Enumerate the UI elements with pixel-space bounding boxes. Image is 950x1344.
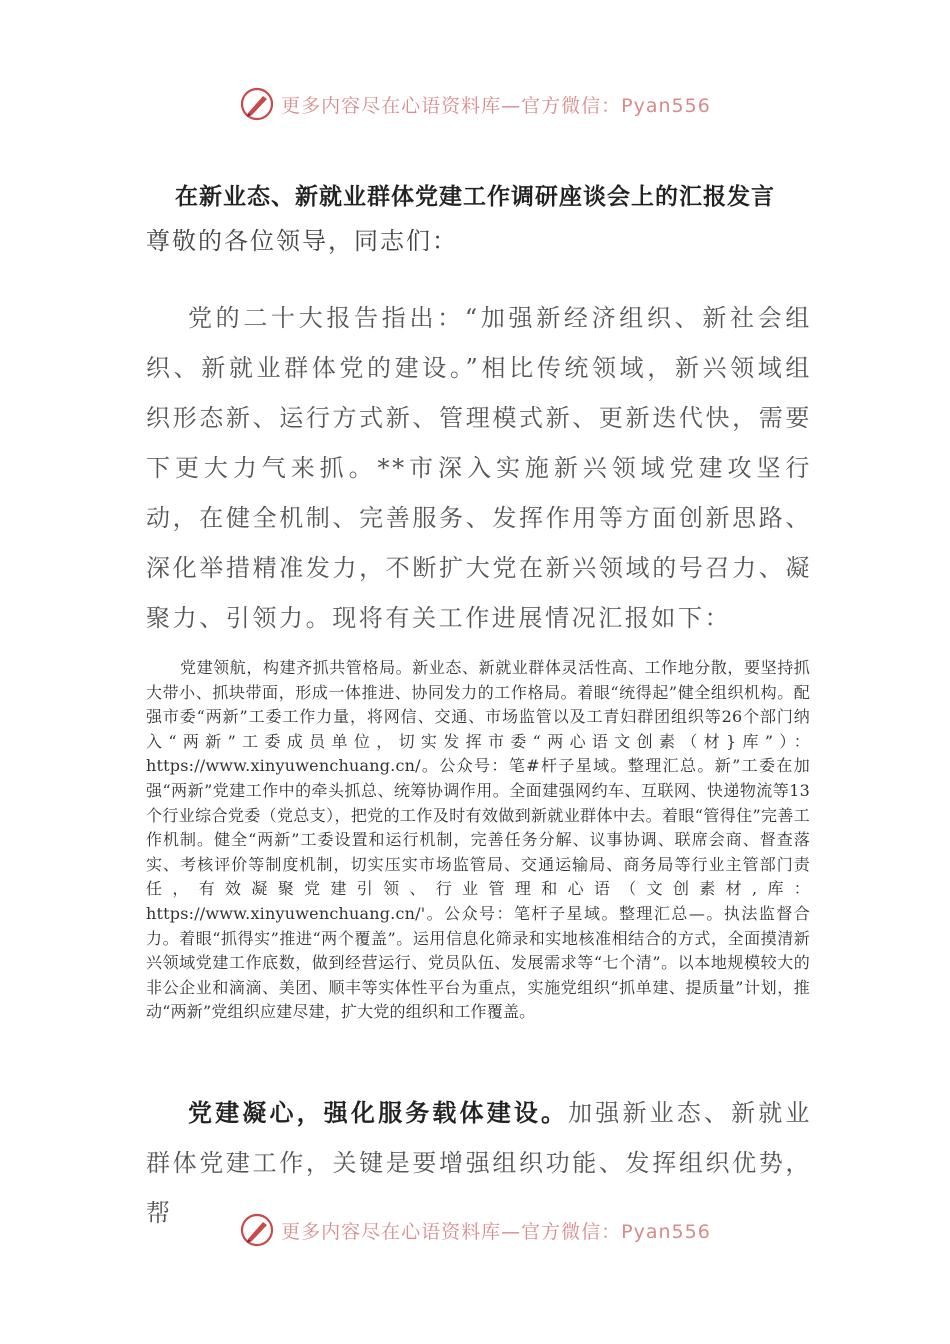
watermark-text: 更多内容尽在心语资料库—官方微信：Pyan556 [281,94,711,117]
section2-text: 加强新业态、新就业群体党建工作，关键是要增强组织功能、发挥组织优势，帮 [146,1099,812,1227]
watermark-header [0,84,950,124]
section1-paragraph: 党建领航，构建齐抓共管格局。新业态、新就业群体灵活性高、工作地分散，要坚持抓大带小、抓块带面，形成一体推进、协同发力的工作格局。着眼“统得起”健全组织机构。配强市委“两新”工委工作力量，将网信、交通、市场监管以及工青妇群团组织等26个部门纳入“两新”工委成员单位，切实发挥市委“两心语文创素（材}库”）：https://www.xinyuwenchuang.cn/。公众号：笔#杆子星域。整理汇总。新”工委在加强“两新”党建工作中的牵头抓总、统筹协调作用。全面建强网约车、互联网、快递物流等13个行业综合党委（党总支），把党的工作及时有效做到新就业群体中去。着眼“管得住”完善工作机制。健全“两新”工委设置和运行机制，完善任务分解、议事协调、联席会商、督查落实、考核评价等制度机制，切实压实市场监管局、交通运输局、商务局等行业主管部门责任，有效凝聚党建引领、行业管理和心语（文创素材,库：https://www.xinyuwenchuang.cn/'。公众号：笔杆子星域。整理汇总—。执法监督合力。着眼“抓得实”推进“两个覆盖”。运用信息化筛录和实地核准相结合的方式，全面摸清新兴领域党建工作底数，做到经营运行、党员队伍、发展需求等“七个清”。以本地规模较大的非公企业和滴滴、美团、顺丰等实体性平台为重点，实施党组织“抓单建、提质量”计划，推动“两新”党组织应建尽建，扩大党的组织和工作覆盖。 [146,658,810,1022]
watermark-text: 更多内容尽在心语资料库—官方微信：Pyan556 [281,1220,711,1243]
watermark-footer [0,1210,950,1250]
document-title: 在新业态、新就业群体党建工作调研座谈会上的汇报发言 [175,183,775,210]
section2-lead: 党建凝心，强化服务载体建设。 [188,1098,569,1127]
greeting: 尊敬的各位领导，同志们： [146,227,458,255]
pen-logo-icon [239,1212,275,1248]
intro-paragraph: 党的二十大报告指出：“加强新经济组织、新社会组织、新就业群体党的建设。”相比传统领域，新兴领域组织形态新、运行方式新、管理模式新、更新迭代快，需要下更大力气来抓。**市深入实施新兴领域党建攻坚行动，在健全机制、完善服务、发挥作用等方面创新思路、深化举措精准发力，不断扩大党在新兴领域的号召力、凝聚力、引领力。现将有关工作进展情况汇报如下： [146,304,812,632]
pen-logo-icon [239,86,275,122]
